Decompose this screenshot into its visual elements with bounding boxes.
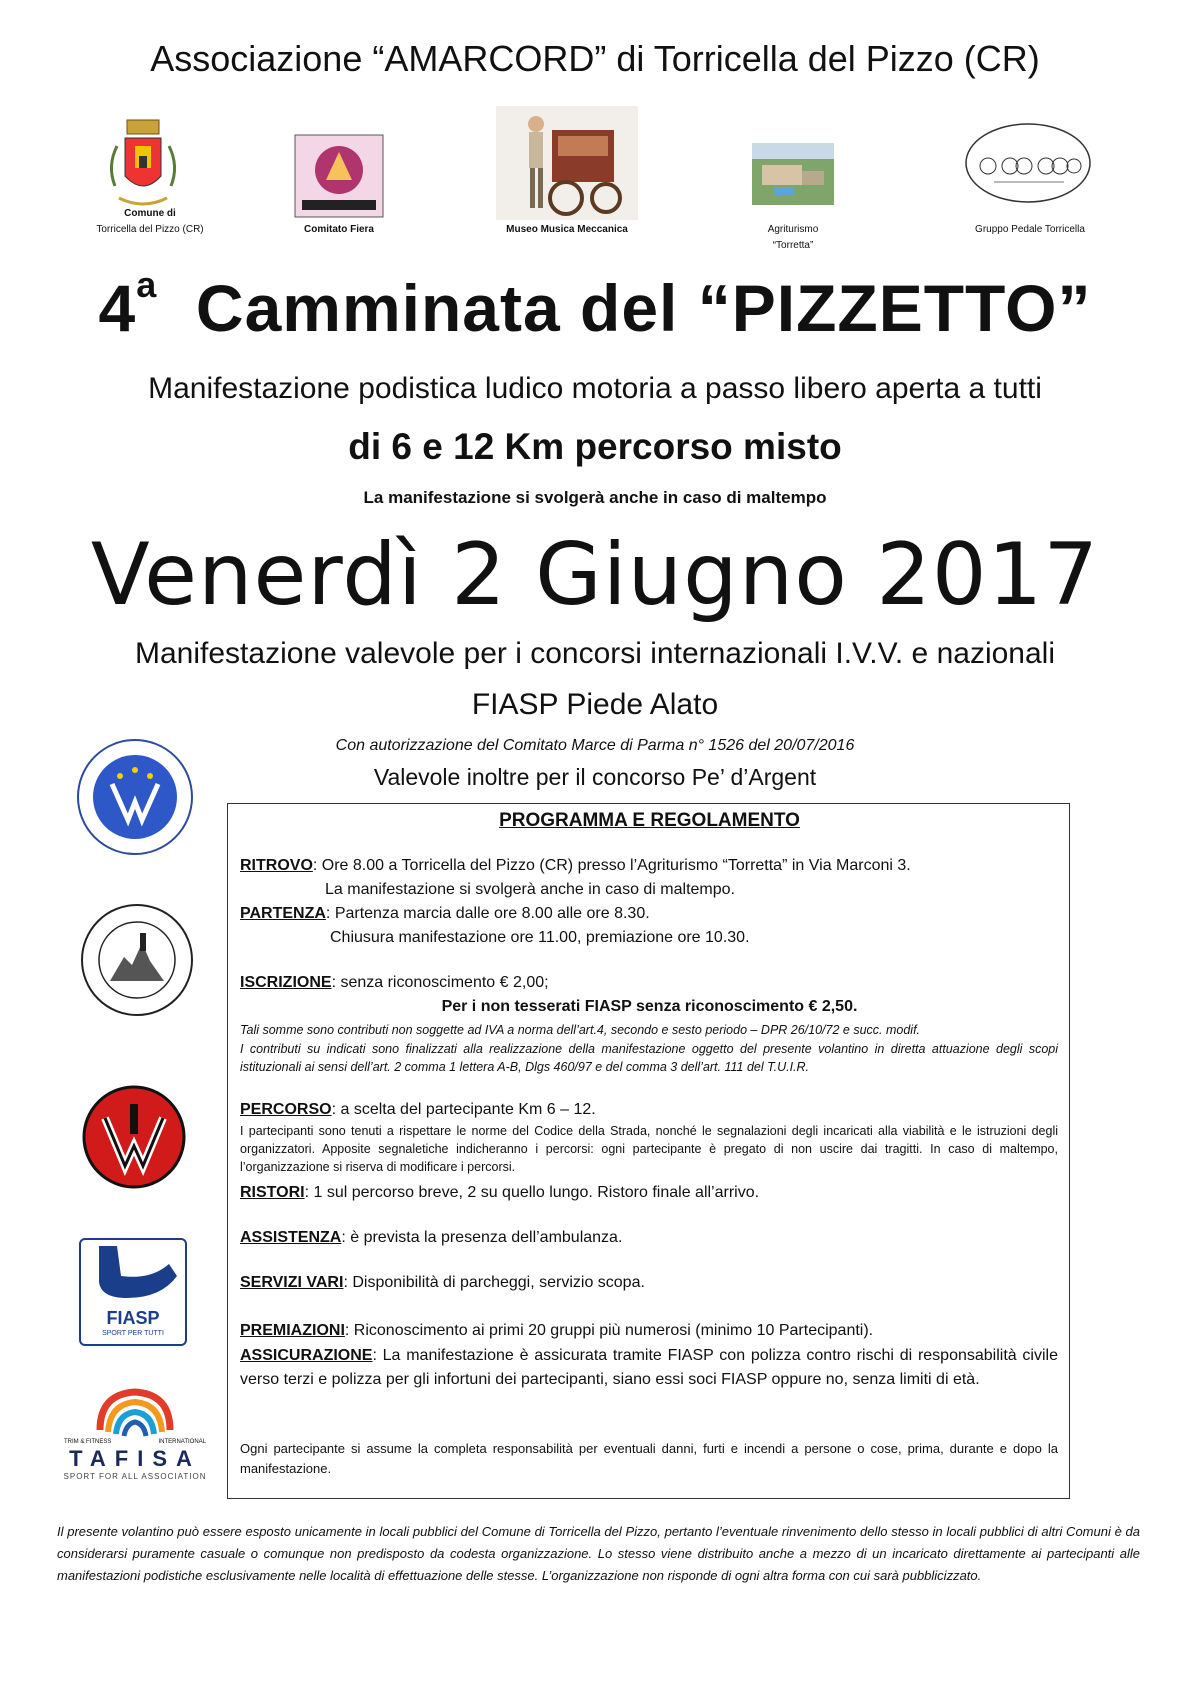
fiasp-label: FIASP bbox=[106, 1308, 160, 1328]
iscrizione-bold: Per i non tesserati FIASP senza riconoscimento € 2,50. bbox=[441, 998, 858, 1015]
ristori-row bbox=[240, 1184, 759, 1202]
premiazioni-label: PREMIAZIONI bbox=[240, 1322, 345, 1339]
percorso-note: I partecipanti sono tenuti a rispettare le norme del Codice della Strada, nonché le segnalazioni degli incaricati alla viabilità e le istruzioni degli organizzatori. Apposite segnaletiche indicheranno i percorsi: ogni partecipante è pregato di non uscire dai tragitti. In caso di maltempo, l’organizzazione si riserva di modificare i percorsi. bbox=[240, 1124, 1058, 1174]
association-title: Associazione “AMARCORD” di Torricella del Pizzo (CR) bbox=[150, 38, 1040, 79]
tafisa-wave-icon bbox=[60, 1386, 210, 1442]
servizi-text: : Disponibilità di parcheggi, servizio scopa. bbox=[343, 1274, 645, 1291]
partenza-note: Chiusura manifestazione ore 11.00, premiazione ore 10.30. bbox=[330, 929, 750, 946]
iscrizione-note-1: Tali somme sono contributi non soggette ad IVA a norma dell’art.4, secondo e sesto periodo – DPR 26/10/72 e succ. modif. bbox=[240, 1023, 921, 1037]
authorization-note: Con autorizzazione del Comitato Marce di Parma n° 1526 del 20/07/2016 bbox=[335, 737, 855, 754]
iscrizione-text: : senza riconoscimento € 2,00; bbox=[331, 974, 549, 991]
agriturismo-photo bbox=[752, 143, 834, 205]
fiasp-logo bbox=[79, 1238, 187, 1346]
foot-icon bbox=[81, 1242, 185, 1304]
sponsor-caption: Museo Musica Meccanica bbox=[506, 224, 628, 235]
partenza-row bbox=[240, 905, 650, 923]
tafisa-name: TAFISA bbox=[69, 1446, 201, 1471]
edition-superscript: a bbox=[136, 264, 158, 305]
validity-line-2: FIASP Piede Alato bbox=[471, 688, 719, 721]
percorso-text: : a scelta del partecipante Km 6 – 12. bbox=[331, 1101, 596, 1118]
ritrovo-text: : Ore 8.00 a Torricella del Pizzo (CR) presso l’Agriturismo “Torretta” in Via Marconi 3. bbox=[312, 857, 911, 874]
tafisa-logo bbox=[60, 1386, 210, 1486]
assistenza-text: : è prevista la presenza dell’ambulanza. bbox=[341, 1229, 623, 1246]
tafisa-sub: SPORT FOR ALL ASSOCIATION bbox=[63, 1472, 207, 1481]
assicurazione-label: ASSICURAZIONE bbox=[240, 1347, 373, 1364]
iscrizione-label: ISCRIZIONE bbox=[240, 974, 332, 991]
event-date: Venerdì 2 Giugno 2017 bbox=[90, 525, 1100, 625]
percorso-row bbox=[240, 1101, 596, 1119]
edition-number: 4 bbox=[98, 271, 137, 345]
ritrovo-note: La manifestazione si svolgerà anche in caso di maltempo. bbox=[325, 881, 735, 898]
footer-disclaimer: Il presente volantino può essere esposto unicamente in locali pubblici del Comune di Torricella del Pizzo, pertanto l’eventuale rinvenimento dello stesso in locali pubblici di altri Comuni è da considerarsi puramente casuale o comunque non predisposto da codesta organizzazione. Lo stesso viene distribuito anche a mezzo di un incaricato direttamente ai partecipanti alle manifestazioni podistiche esclusivamente nelle località di effettuazione delle stesse. L’organizzazione non risponde di ogni altra forma con cui sarà pubblicizzato. bbox=[57, 1524, 1140, 1583]
comitato-marce-parma-logo bbox=[80, 903, 194, 1017]
iscrizione-note-2: I contributi su indicati sono finalizzati alla realizzazione della manifestazione oggetto del presente volantino in diretta attuazione degli scopi istituzionali ai sensi dell’art. 2 comma 1 lettera A-B, Dlgs 460/97 e del comma 3 dell’art. 111 del T.U.I.R. bbox=[240, 1042, 1058, 1074]
gruppo-pedale-logo bbox=[964, 122, 1092, 204]
ristori-label: RISTORI bbox=[240, 1184, 305, 1201]
museo-organ-image bbox=[496, 106, 638, 220]
tafisa-top-left: TRIM & FITNESS bbox=[64, 1439, 112, 1445]
ivv-red-logo bbox=[77, 1084, 191, 1190]
event-distance: di 6 e 12 Km percorso misto bbox=[348, 426, 842, 467]
weather-note: La manifestazione si svolgerà anche in caso di maltempo bbox=[363, 488, 827, 507]
comitato-fiera-logo bbox=[294, 134, 384, 218]
partenza-text: : Partenza marcia dalle ore 8.00 alle ore 8.30. bbox=[325, 905, 650, 922]
event-subtitle: Manifestazione podistica ludico motoria a passo libero aperta a tutti bbox=[148, 372, 1042, 405]
servizi-label: SERVIZI VARI bbox=[240, 1274, 344, 1291]
tafisa-top-right: INTERNATIONAL bbox=[158, 1439, 206, 1445]
assicurazione-text: : La manifestazione è assicurata tramite FIASP con polizza contro rischi di responsabilità civile verso terzi e polizza per gli infortuni dei partecipanti, siano essi soci FIASP oppure no, senza limiti di età. bbox=[240, 1347, 1058, 1388]
program-heading: PROGRAMMA E REGOLAMENTO bbox=[499, 810, 800, 831]
sponsor-caption: “Torretta” bbox=[772, 240, 814, 251]
ivv-logo bbox=[76, 738, 194, 856]
validity-line-3: Valevole inoltre per il concorso Pe’ d’Argent bbox=[373, 764, 817, 790]
event-name: Camminata del “PIZZETTO” bbox=[195, 271, 1092, 345]
premiazioni-row bbox=[240, 1322, 873, 1340]
percorso-label: PERCORSO bbox=[240, 1101, 332, 1118]
ritrovo-label: RITROVO bbox=[240, 857, 313, 874]
sponsor-caption: Comune di bbox=[124, 208, 176, 219]
ritrovo-row bbox=[240, 857, 911, 875]
sponsor-caption: Gruppo Pedale Torricella bbox=[975, 224, 1085, 235]
iscrizione-row bbox=[240, 974, 549, 992]
program-box bbox=[227, 803, 1070, 1499]
assistenza-label: ASSISTENZA bbox=[240, 1229, 342, 1246]
event-title bbox=[0, 264, 1190, 346]
validity-line-1: Manifestazione valevole per i concorsi internazionali I.V.V. e nazionali bbox=[135, 637, 1055, 670]
sponsor-caption: Agriturismo bbox=[767, 224, 819, 235]
fiasp-sub-label: SPORT PER TUTTI bbox=[102, 1330, 164, 1337]
comune-crest-logo bbox=[105, 116, 181, 216]
assicurazione-row bbox=[240, 1344, 1058, 1392]
premiazioni-text: : Riconoscimento ai primi 20 gruppi più numerosi (minimo 10 Partecipanti). bbox=[344, 1322, 874, 1339]
responsibility-note: Ogni partecipante si assume la completa responsabilità per eventuali danni, furti e incendi a persone o cose, prima, durante e dopo la manifestazione. bbox=[240, 1441, 1058, 1476]
servizi-row bbox=[240, 1274, 645, 1292]
assistenza-row bbox=[240, 1229, 622, 1247]
sponsor-caption: Comitato Fiera bbox=[303, 224, 374, 235]
ristori-text: : 1 sul percorso breve, 2 su quello lungo. Ristoro finale all’arrivo. bbox=[304, 1184, 760, 1201]
sponsor-caption: Torricella del Pizzo (CR) bbox=[96, 224, 204, 235]
partenza-label: PARTENZA bbox=[240, 905, 326, 922]
